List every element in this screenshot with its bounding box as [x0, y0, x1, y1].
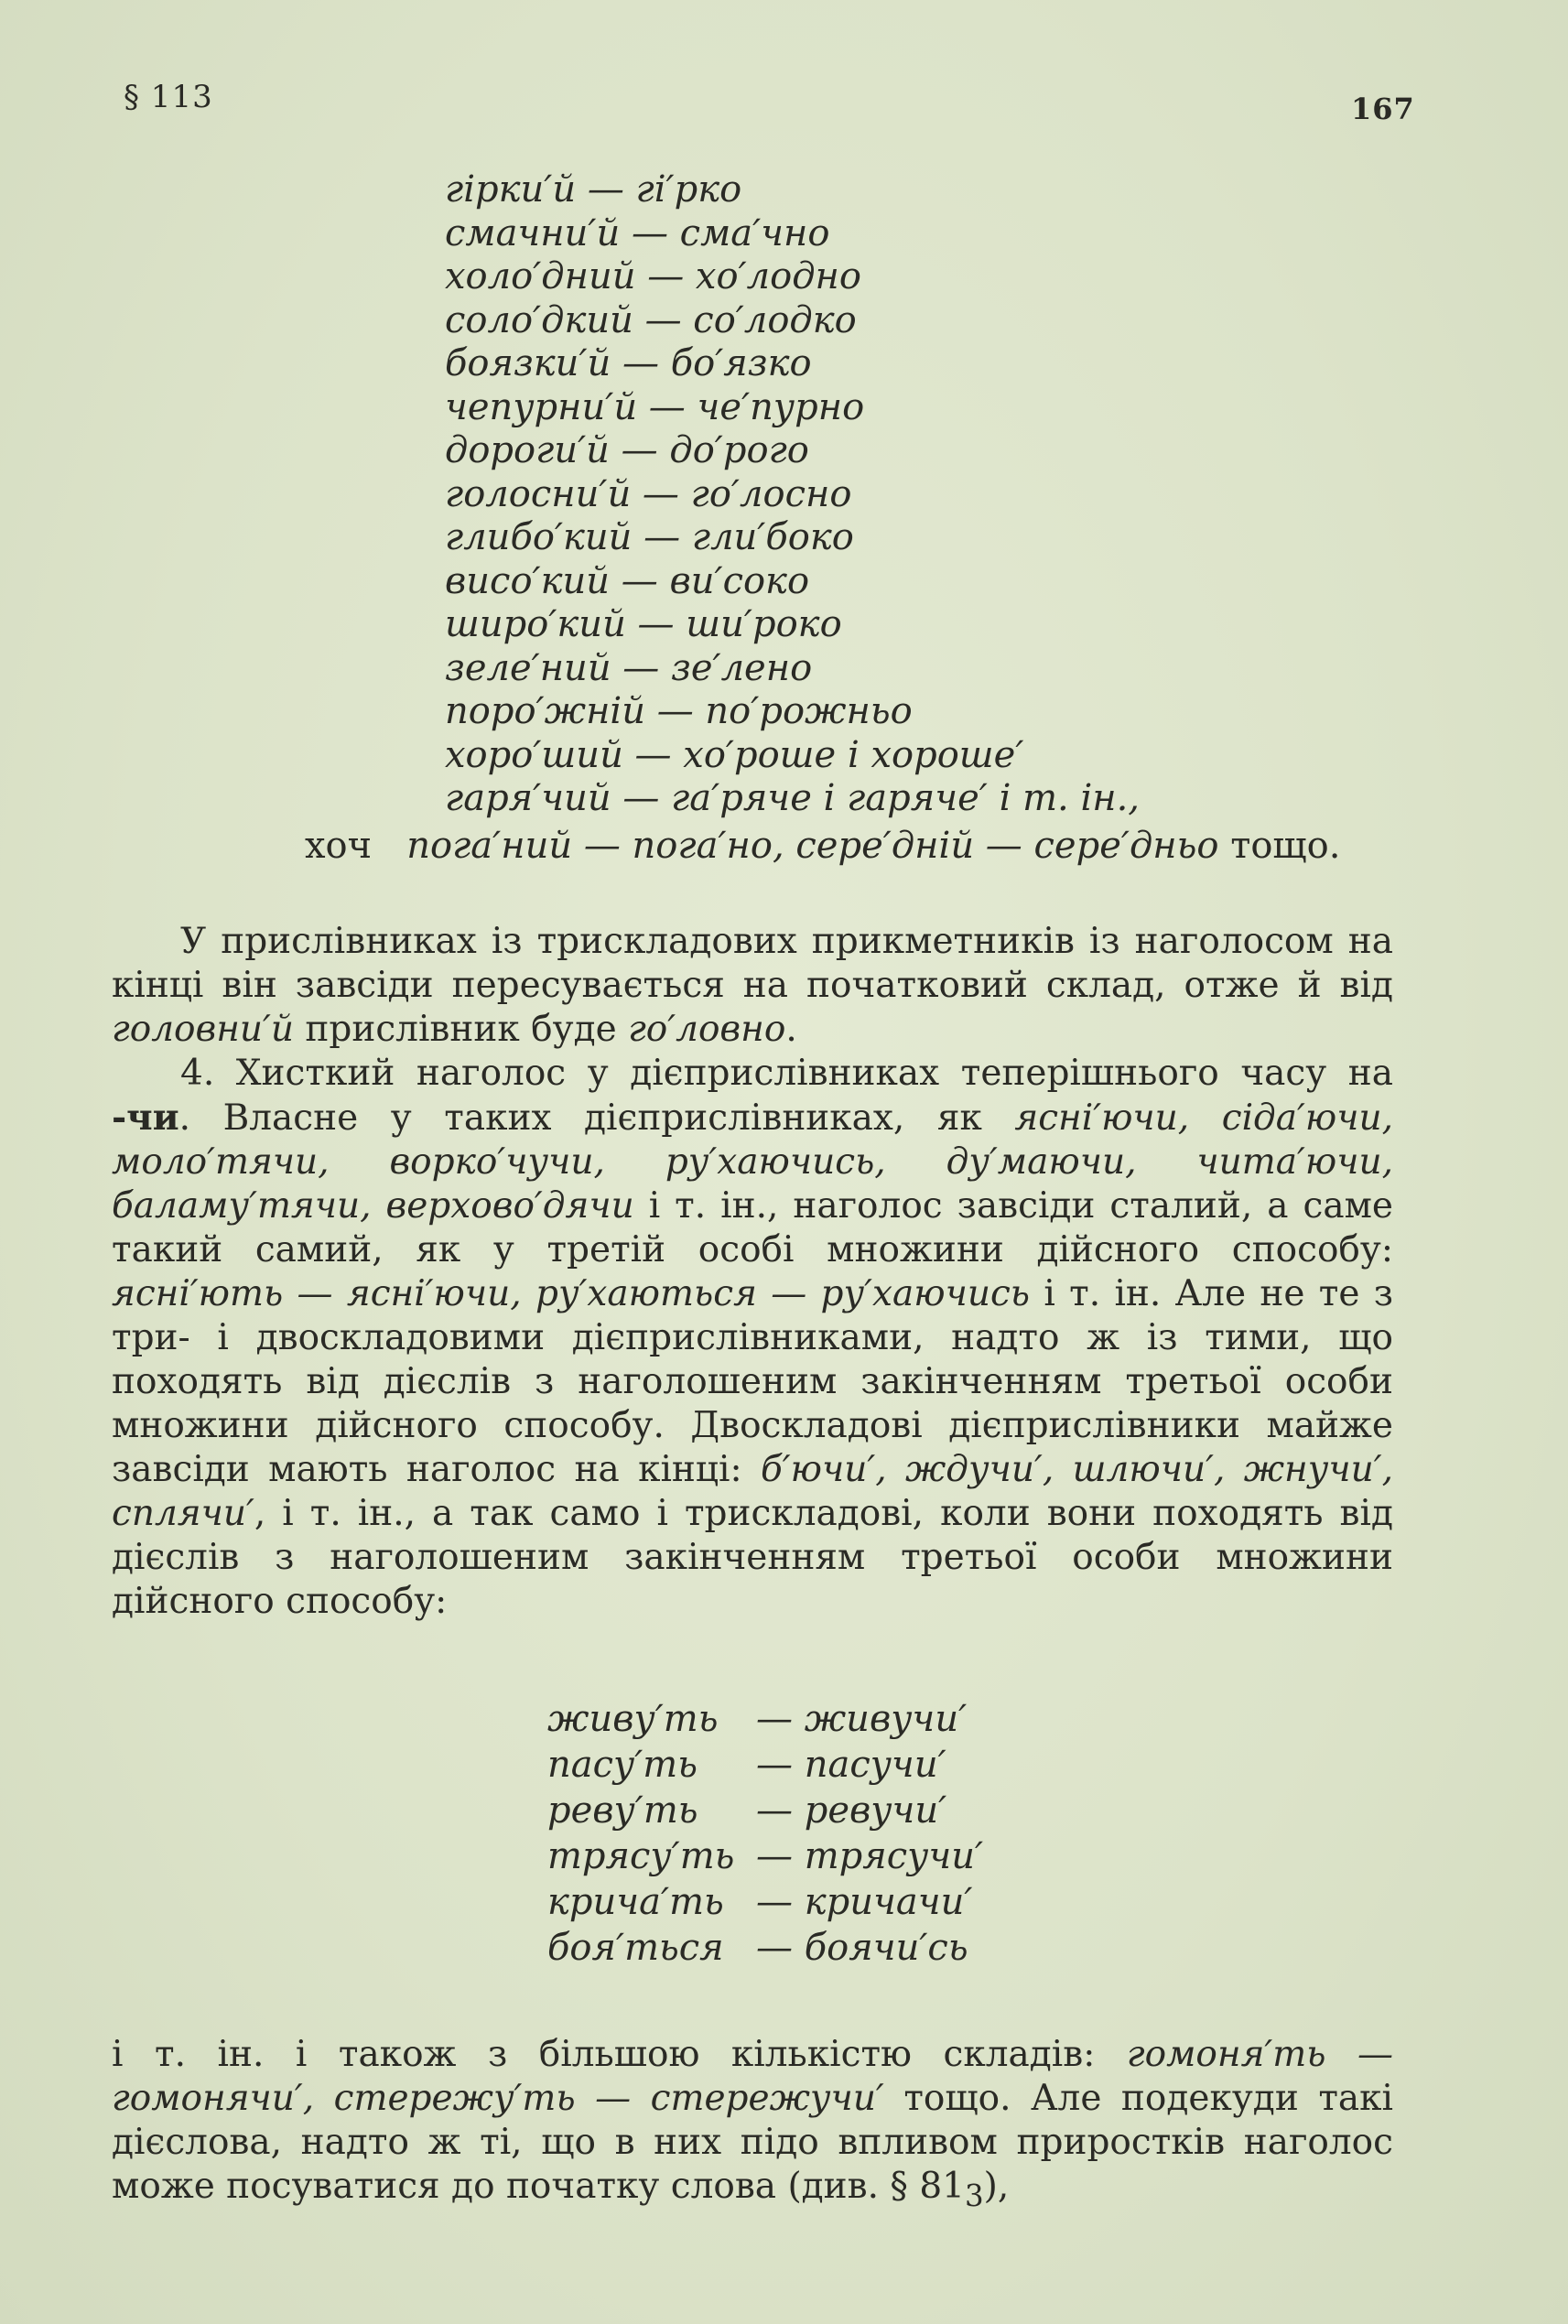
pair-line: хоро′ший — хо′роше і хороше′	[445, 733, 1024, 776]
adjective-adverb-list	[445, 168, 1140, 821]
participle-cell: — живучи′	[756, 1698, 968, 1740]
text-run: і т. ін. і також з більшою кількістю складів:	[112, 2034, 1096, 2075]
text-run: .	[785, 1009, 797, 1050]
verb-participle-table	[547, 1696, 983, 1971]
verb-cell: пасу′ть	[547, 1744, 698, 1786]
table-row	[547, 1788, 983, 1833]
lead-word: хоч	[305, 825, 373, 867]
text-run: і т. ін., наголос завсіди сталий, а саме такий самий, як у третій особі множини дійсного способу:	[112, 1185, 1393, 1270]
participle-cell: — боячи′сь	[756, 1927, 968, 1969]
pair-line: холо′дний — хо′лодно	[445, 255, 861, 297]
suffix-bold: -чи	[112, 1097, 179, 1139]
verb-cell: трясу′ть	[547, 1835, 735, 1877]
paragraph-1	[112, 920, 1393, 1052]
text-run: тощо. Але подекуди такі дієслова, надто ж ті, що в них підо впливом приростків наголос може посуватися до початку слова (див. § 81	[112, 2078, 1393, 2207]
example-words: б′ючи′, ждучи′, шлючи′, жнучи′, сплячи′	[112, 1449, 1393, 1534]
example-1: пога′ний — пога′но,	[406, 825, 784, 867]
text-run: ),	[983, 2166, 1010, 2207]
pair-line: широ′кий — ши′роко	[445, 603, 842, 645]
example-words: ясні′ють — ясні′ючи, ру′хаються — ру′хаючись	[112, 1273, 1031, 1314]
pair-line: висо′кий — ви′соко	[445, 559, 810, 602]
paragraph-2	[112, 1052, 1393, 1624]
table-row	[547, 1879, 983, 1925]
example-word: головни′й	[112, 1009, 294, 1050]
pair-line: поро′жній — по′рожньо	[445, 690, 913, 732]
pair-line: гаря′чий — га′ряче і гаряче′ і т. ін.,	[445, 777, 1141, 819]
text-run: . Власне у таких дієприслівниках, як	[178, 1097, 982, 1139]
participle-cell: — трясучи′	[756, 1835, 984, 1877]
list-final-line	[305, 824, 1340, 868]
section-header: § 113	[124, 79, 213, 115]
example-2: сере′дній — сере′дньо	[795, 825, 1219, 867]
pair-line: соло′дкий — со′лодко	[445, 298, 857, 341]
table-row	[547, 1925, 983, 1971]
pair-line: глибо′кий — гли′боко	[445, 516, 854, 558]
pair-line: голосни′й — го′лосно	[445, 472, 852, 515]
pair-line: зеле′ний — зе′лено	[445, 646, 813, 689]
table-row	[547, 1833, 983, 1879]
participle-cell: — кричачи′	[756, 1881, 973, 1923]
pair-line: гірки′й — гі′рко	[445, 168, 742, 211]
pair-line: смачни′й — сма′чно	[445, 211, 830, 254]
example-words: ясні′ючи, сіда′ючи, моло′тячи, ворко′чучи, ру′хаючись, ду′маючи, чита′ючи, баламу′тячи, верхово′дячи	[112, 1097, 1393, 1227]
subscript: 3	[964, 2178, 984, 2213]
participle-cell: — пасучи′	[756, 1744, 946, 1786]
verb-cell: живу′ть	[547, 1698, 719, 1740]
tail-word: тощо.	[1230, 825, 1341, 867]
text-run: 4. Хисткий наголос у дієприслівниках теперішнього часу на	[180, 1053, 1393, 1094]
text-run: і т. ін. Але не те з три- і двоскладовими дієприслівниками, надто ж із тими, що походять від дієслів з наголошеним закінченням третьої особи множини дійсного способу. Двоскладові дієприслівники майже завсіди мають наголос на кінці:	[112, 1273, 1393, 1490]
pair-line: чепурни′й — че′пурно	[445, 385, 865, 428]
paragraph-3	[112, 2033, 1393, 2218]
table-row	[547, 1696, 983, 1742]
verb-cell: реву′ть	[547, 1789, 698, 1832]
text-run: прислівник буде	[305, 1009, 617, 1050]
text-run: У прислівниках із трискладових прикметників із наголосом на кінці він завсіди пересувається на початковий склад, отже й від	[112, 921, 1393, 1006]
example-word: го′ловно	[628, 1009, 786, 1050]
participle-cell: — ревучи′	[756, 1789, 947, 1832]
table-row	[547, 1742, 983, 1788]
pair-line: дороги′й — до′рого	[445, 429, 809, 471]
text-run: , і т. ін., а так само і трискладові, коли вони походять від дієслів з наголошеним закінченням третьої особи множини дійсного способу:	[112, 1493, 1393, 1622]
verb-cell: боя′ться	[547, 1927, 724, 1969]
page-number: 167	[1351, 92, 1415, 126]
verb-cell: крича′ть	[547, 1881, 724, 1923]
pair-line: боязки′й — бо′язко	[445, 342, 812, 384]
example-words: гомоня′ть — гомонячи′, стережу′ть — стережучи′	[112, 2034, 1393, 2119]
